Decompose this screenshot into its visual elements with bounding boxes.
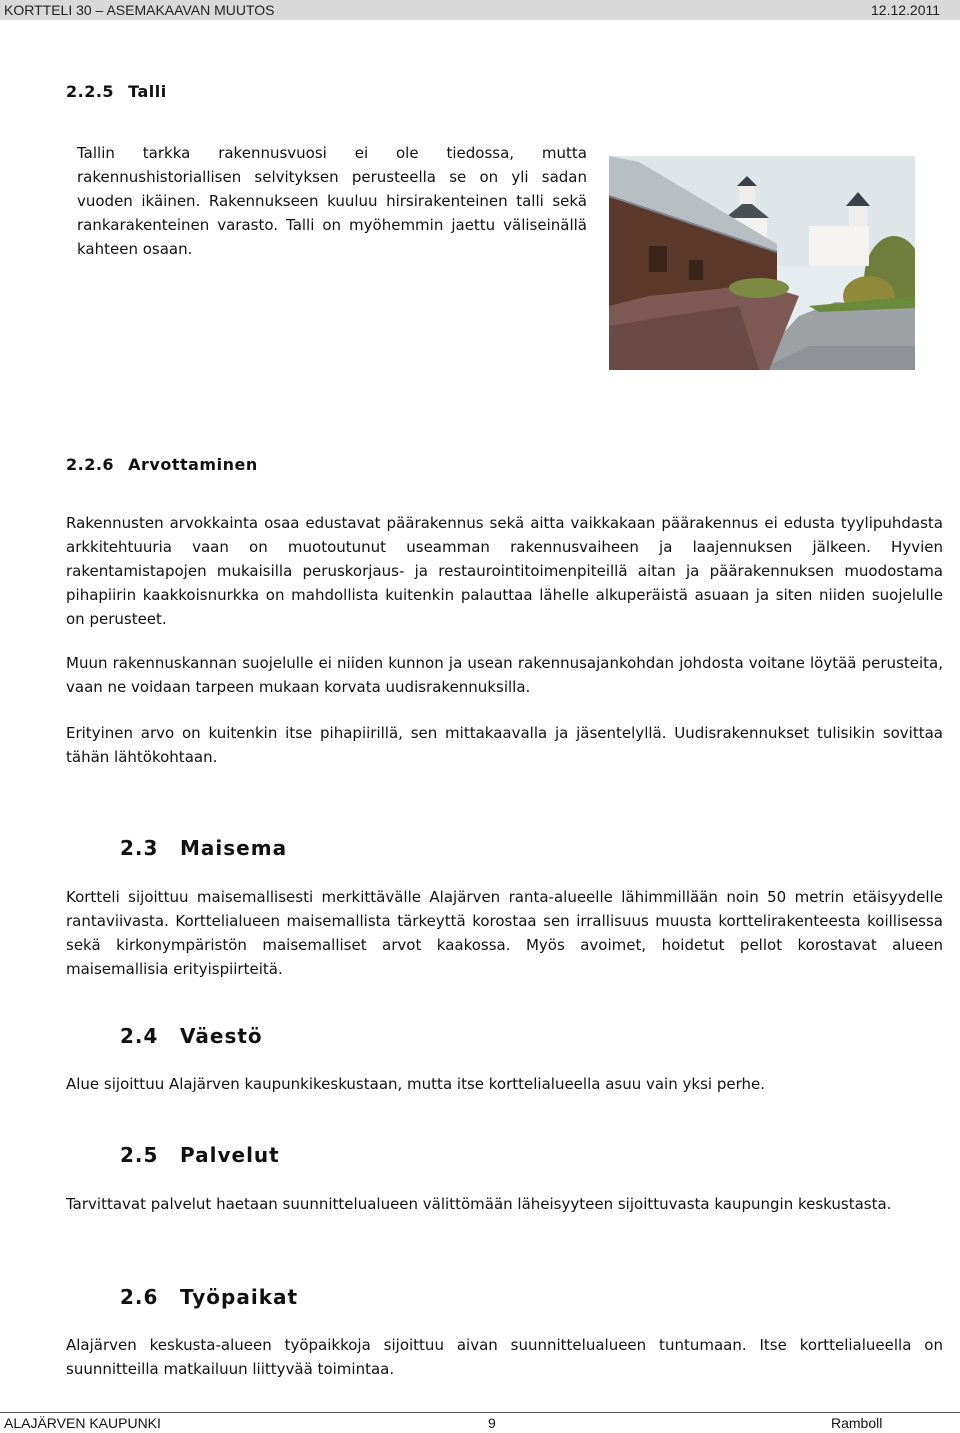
heading-number: 2.6	[120, 1285, 159, 1309]
paragraph-talli: Tallin tarkka rakennusvuosi ei ole tiedossa, mutta rakennushistoriallisen selvityksen perusteella se on yli sadan vuoden ikäinen. Rakennukseen kuuluu hirsirakenteinen talli sekä rankarakenteinen varasto. Talli on myöhemmin jaettu väliseinällä kahteen osaan.	[77, 144, 587, 258]
heading-title: Arvottaminen	[128, 455, 258, 474]
paragraph-arvottaminen-2: Muun rakennuskannan suojelulle ei niiden kunnon ja usean rakennusajankohdan johdosta voitane löytää perusteita, vaan ne voidaan tarpeen mukaan korvata uudisrakennuksilla.	[66, 654, 943, 696]
heading-title: Väestö	[180, 1024, 263, 1048]
heading-title: Talli	[128, 82, 167, 101]
heading-title: Maisema	[180, 836, 288, 860]
heading-number: 2.4	[120, 1024, 159, 1048]
heading-number: 2.5	[120, 1143, 159, 1167]
paragraph-palvelut: Tarvittavat palvelut haetaan suunnittelualueen välittömään läheisyyteen sijoittuvasta kaupungin keskustasta.	[66, 1195, 892, 1213]
heading-arvottaminen	[66, 455, 258, 474]
page-header	[0, 0, 960, 20]
heading-talli	[66, 82, 167, 101]
paragraph-vaesto: Alue sijoittuu Alajärven kaupunkikeskustaan, mutta itse korttelialueella asuu vain yksi perhe.	[66, 1075, 765, 1093]
paragraph-maisema: Kortteli sijoittuu maisemallisesti merkittävälle Alajärven ranta-alueelle lähimmillään noin 50 metrin etäisyydelle rantaviivasta. Korttelialueen maisemallista tärkeyttä korostaa sen irrallisuus muusta korttelirakenteesta koillisessa sekä kirkonympäristön maisemalliset arvot kaakossa. Myös avoimet, hoidetut pellot korostavat alueen maisemallisia erityispiirteitä.	[66, 888, 943, 978]
header-date: 12.12.2011	[871, 2, 941, 18]
header-title: KORTTELI 30 – ASEMAKAAVAN MUUTOS	[4, 2, 275, 18]
paragraph-tyopaikat: Alajärven keskusta-alueen työpaikkoja sijoittuu aivan suunnittelualueen tuntumaan. Itse korttelialueella on suunnitteilla matkailuun liittyvää toimintaa.	[66, 1336, 943, 1378]
heading-number: 2.2.5	[66, 82, 115, 101]
paragraph-arvottaminen-3: Erityinen arvo on kuitenkin itse pihapiirillä, sen mittakaavalla ja jäsentelyllä. Uudisrakennukset tulisikin sovittaa tähän lähtökohtaan.	[66, 724, 943, 766]
paragraph-arvottaminen-1: Rakennusten arvokkainta osaa edustavat päärakennus sekä aitta vaikkakaan päärakennus ei edusta tyylipuhdasta arkkitehtuuria vaan on muotoutunut useamman rakennusvaiheen ja laajennuksen jälkeen. Hyvien rakentamistapojen mukaisilla peruskorjaus- ja restaurointitoimenpiteillä aitan ja päärakennuksen muodostama pihapiirin kaakkoisnurkka on mahdollista kuitenkin palauttaa lähelle alkuperäistä asuaan ja siten niiden suojelulle on perusteet.	[66, 514, 943, 628]
heading-title: Työpaikat	[180, 1285, 299, 1309]
heading-number: 2.2.6	[66, 455, 115, 474]
footer-company: Ramboll	[831, 1415, 883, 1431]
heading-title: Palvelut	[180, 1143, 280, 1167]
page-footer	[0, 1412, 960, 1433]
page-number: 9	[488, 1415, 496, 1431]
stable-photo	[609, 156, 915, 370]
heading-number: 2.3	[120, 836, 159, 860]
footer-organization: ALAJÄRVEN KAUPUNKI	[4, 1415, 161, 1431]
